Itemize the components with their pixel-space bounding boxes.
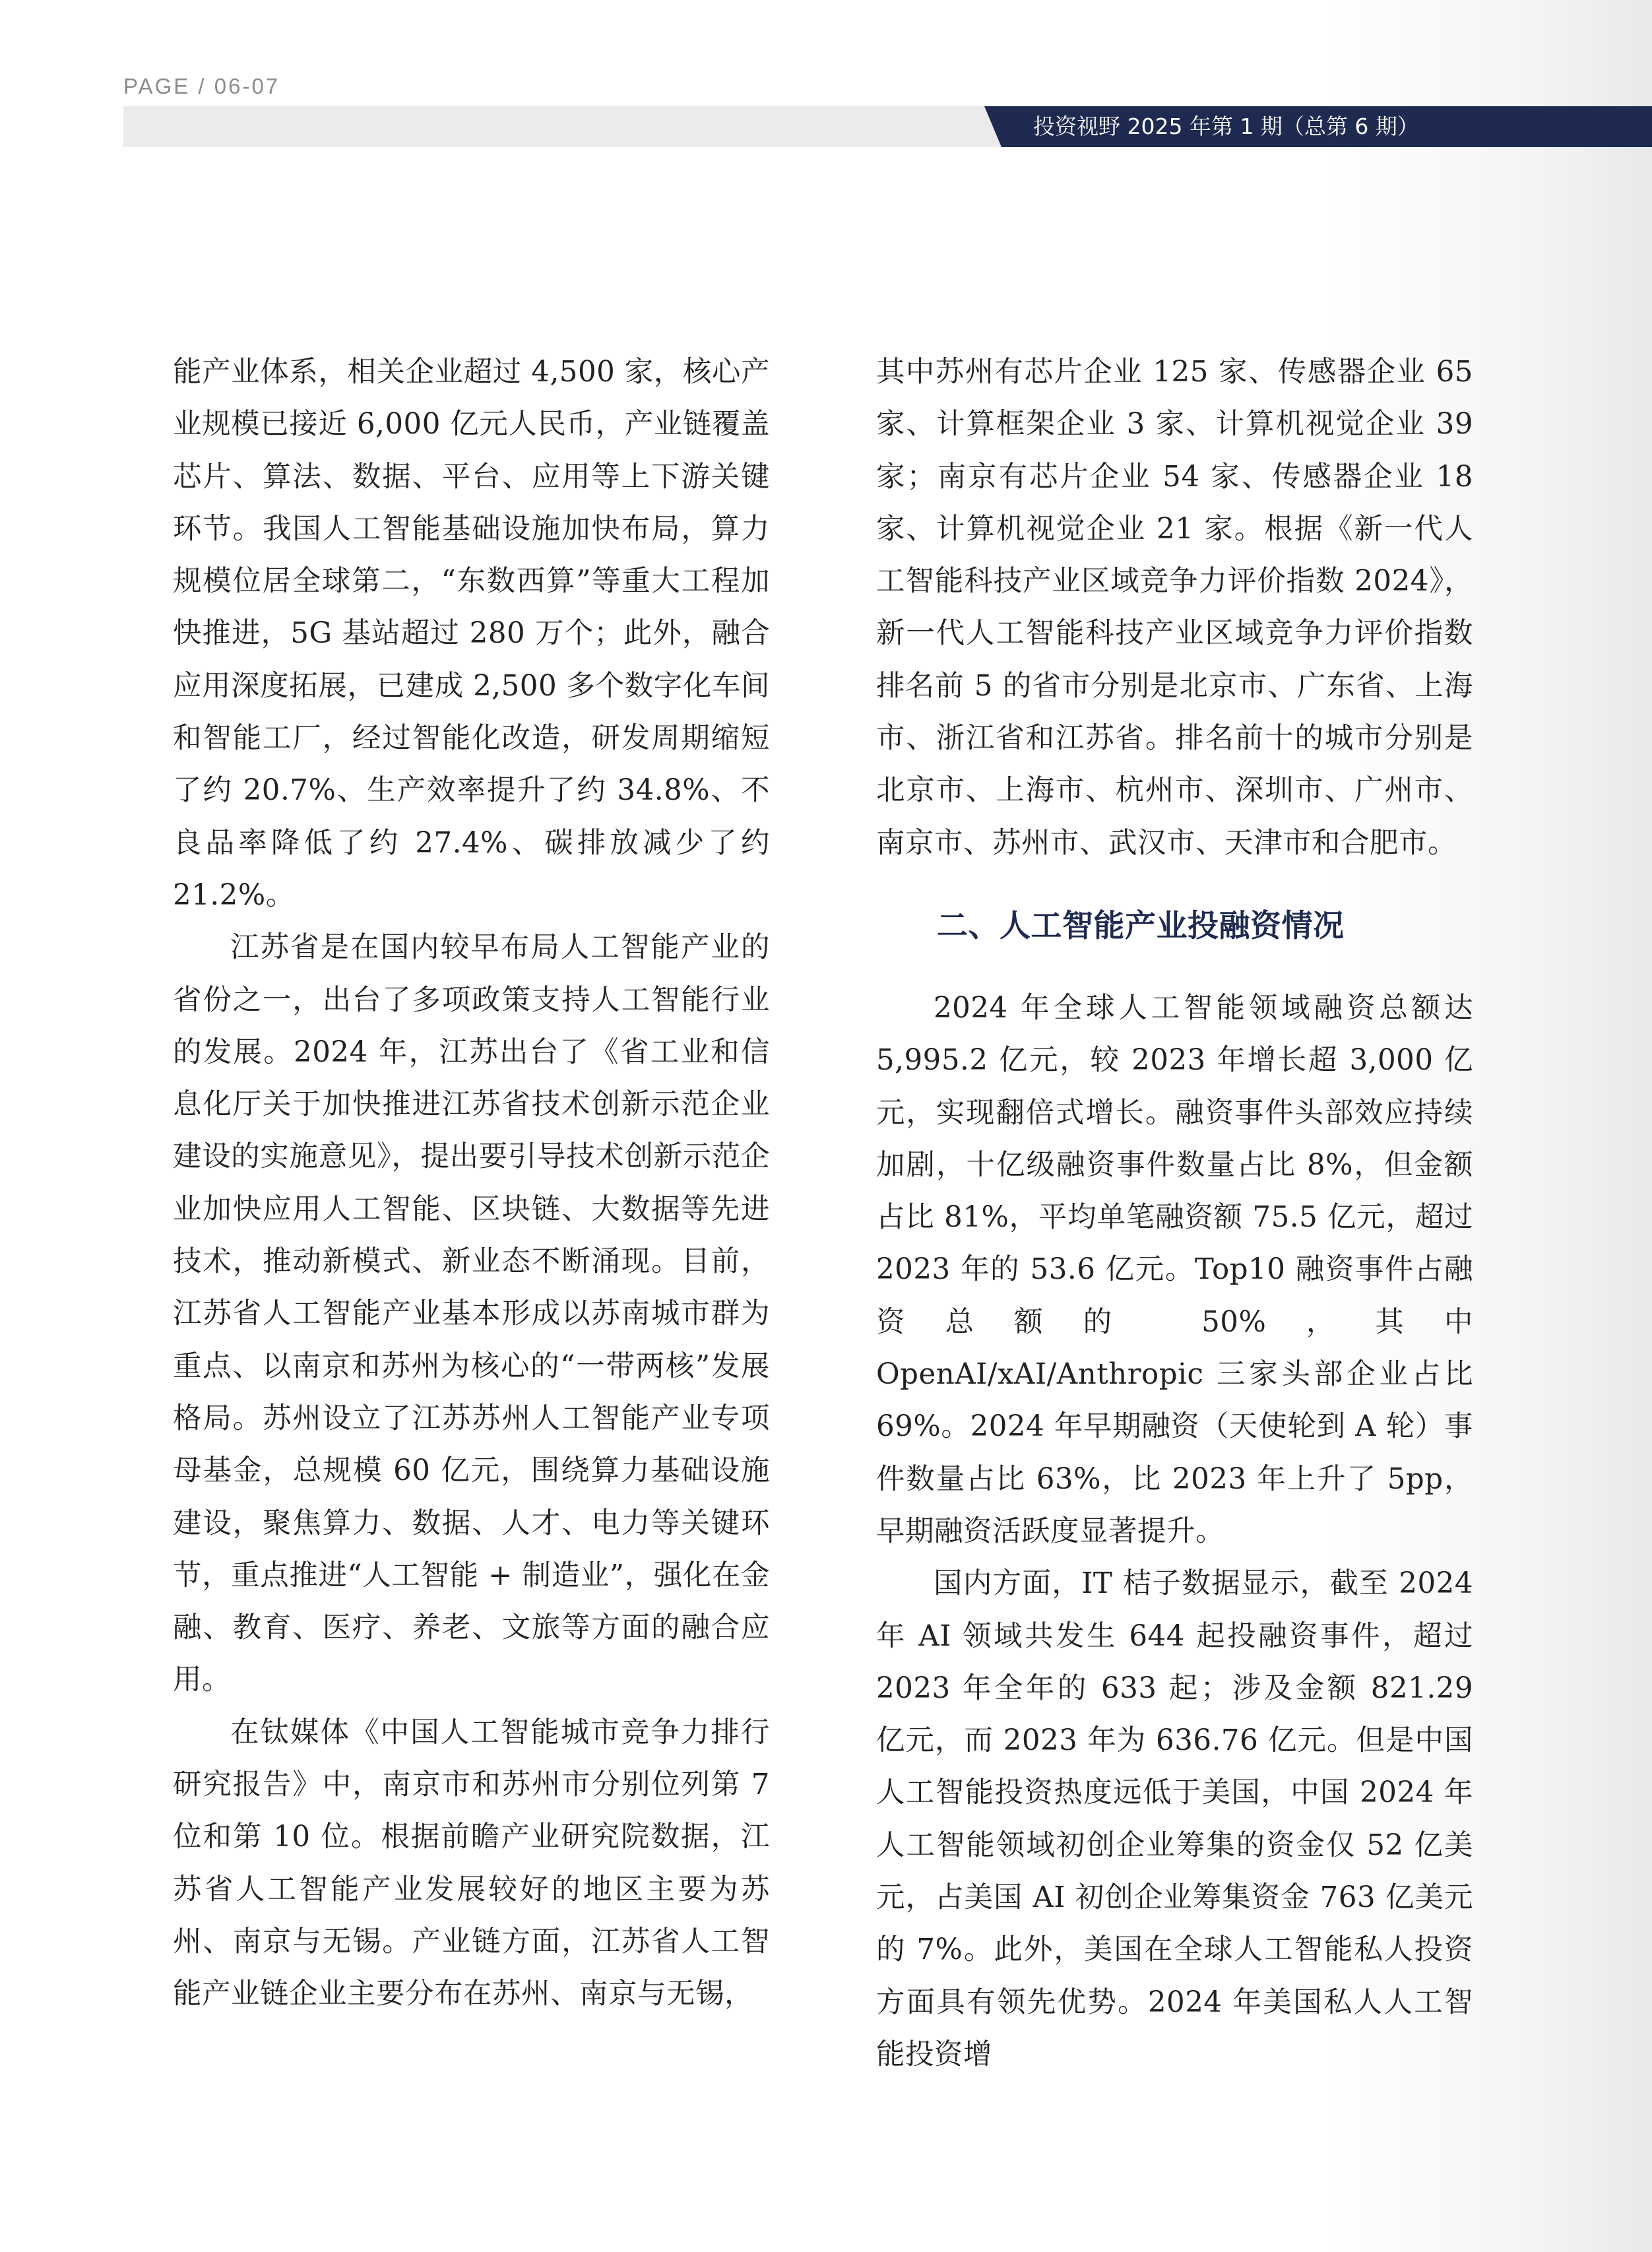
magazine-issue-title: 投资视野 2025 年第 1 期（总第 6 期） [1033, 113, 1419, 139]
left-text-column [173, 346, 770, 2021]
body-paragraph: 在钛媒体《中国人工智能城市竞争力排行研究报告》中，南京市和苏州市分别位列第 7 位和第 10 位。根据前瞻产业研究院数据，江苏省人工智能产业发展较好的地区主要为苏州、南京与无锡。产业链方面，江苏省人工智能产业链企业主要分布在苏州、南京与无锡， [173, 1716, 770, 2011]
right-text-column [876, 346, 1473, 2081]
header-gray-bar [123, 106, 1001, 147]
page-number-label: PAGE / 06-07 [123, 74, 280, 98]
body-paragraph: 其中苏州有芯片企业 125 家、传感器企业 65 家、计算框架企业 3 家、计算机视觉企业 39 家；南京有芯片企业 54 家、传感器企业 18 家、计算机视觉企业 21 家。根据《新一代人工智能科技产业区域竞争力评价指数 2024》，新一代人工智能科技产业区域竞争力评价指数排名前 5 的省市分别是北京市、广东省、上海市、浙江省和江苏省。排名前十的城市分别是北京市、上海市、杭州市、深圳市、广州市、南京市、苏州市、武汉市、天津市和合肥市。 [876, 356, 1473, 860]
body-paragraph: 2024 年全球人工智能领域融资总额达 5,995.2 亿元，较 2023 年增长超 3,000 亿元，实现翻倍式增长。融资事件头部效应持续加剧，十亿级融资事件数量占比 8%，但金额占比 81%，平均单笔融资额 75.5 亿元，超过 2023 年的 53.6 亿元。Top10 融资事件占融资总额的 50%，其中 OpenAI/xAI/Anthropic 三家头部企业占比 69%。2024 年早期融资（天使轮到 A 轮）事件数量占比 63%，比 2023 年上升了 5pp，早期融资活跃度显著提升。 [876, 991, 1473, 1548]
body-paragraph: 能产业体系，相关企业超过 4,500 家，核心产业规模已接近 6,000 亿元人民币，产业链覆盖芯片、算法、数据、平台、应用等上下游关键环节。我国人工智能基础设施加快布局，算力规模位居全球第二，“东数西算”等重大工程加快推进，5G 基站超过 280 万个；此外，融合应用深度拓展，已建成 2,500 多个数字化车间和智能工厂，经过智能化改造，研发周期缩短了约 20.7%、生产效率提升了约 34.8%、不良品率降低了约 27.4%、碳排放减少了约 21.2%。 [173, 356, 770, 912]
body-paragraph: 国内方面，IT 桔子数据显示，截至 2024 年 AI 领域共发生 644 起投融资事件，超过 2023 年全年的 633 起；涉及金额 821.29 亿元，而 2023 年为 636.76 亿元。但是中国人工智能投资热度远低于美国，中国 2024 年人工智能领域初创企业筹集的资金仅 52 亿美元，占美国 AI 初创企业筹集资金 763 亿美元的 7%。此外，美国在全球人工智能私人投资方面具有领先优势。2024 年美国私人人工智能投资增 [876, 1567, 1473, 2071]
body-paragraph: 江苏省是在国内较早布局人工智能产业的省份之一，出台了多项政策支持人工智能行业的发展。2024 年，江苏出台了《省工业和信息化厅关于加快推进江苏省技术创新示范企业建设的实施意见》，提出要引导技术创新示范企业加快应用人工智能、区块链、大数据等先进技术，推动新模式、新业态不断涌现。目前，江苏省人工智能产业基本形成以苏南城市群为重点、以南京和苏州为核心的“一带两核”发展格局。苏州设立了江苏苏州人工智能产业专项母基金，总规模 60 亿元，围绕算力基础设施建设，聚焦算力、数据、人才、电力等关键环节，重点推进“人工智能 + 制造业”，强化在金融、教育、医疗、养老、文旅等方面的融合应用。 [173, 931, 770, 1697]
section-heading: 二、人工智能产业投融资情况 [937, 907, 1345, 944]
